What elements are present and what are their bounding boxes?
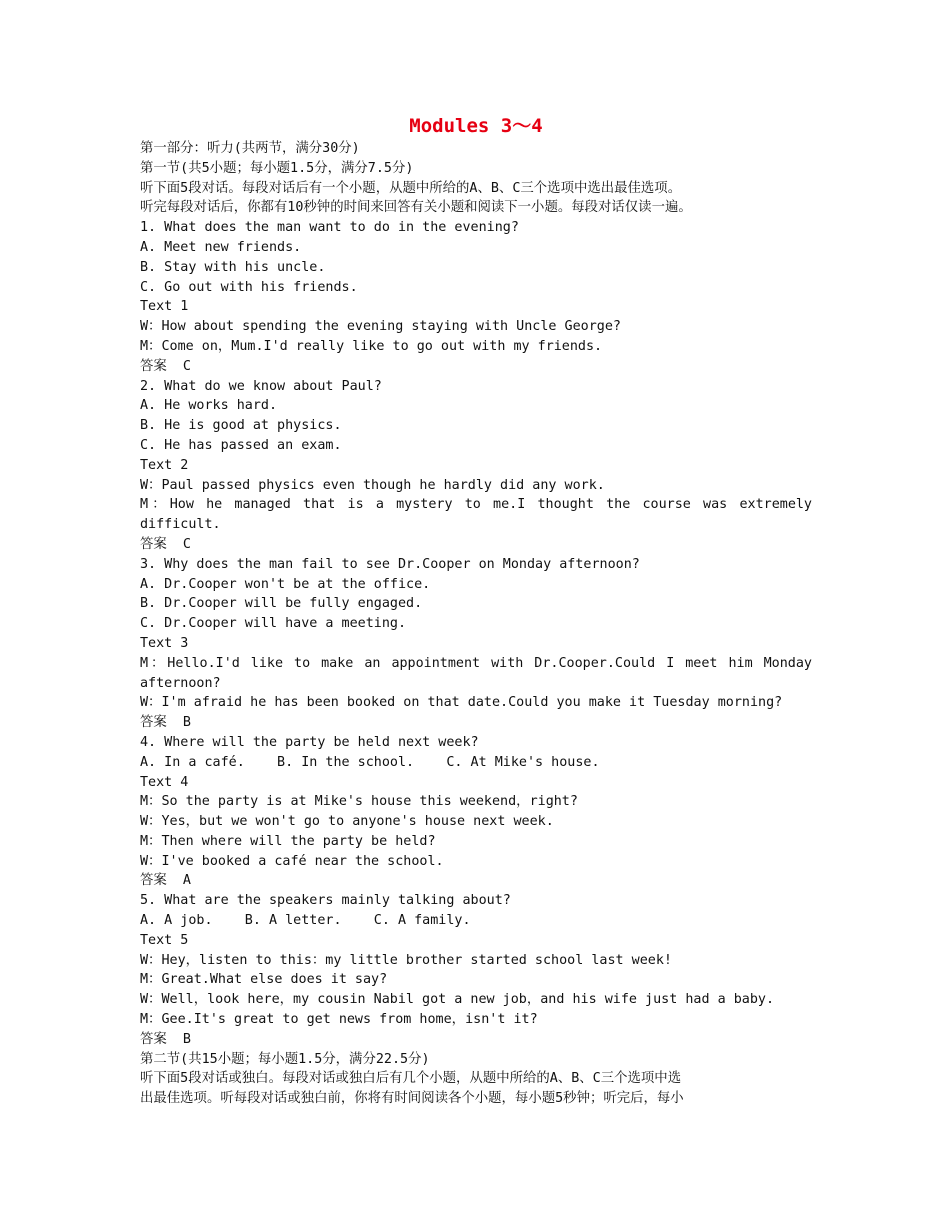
- text-line: 5. What are the speakers mainly talking about?: [140, 893, 511, 909]
- text-line: A. He works hard.: [140, 398, 278, 414]
- text-line: Text 3: [140, 635, 189, 651]
- text-line: 答案 C: [140, 536, 191, 552]
- text-line: W：How about spending the evening staying with Uncle George?: [140, 319, 621, 335]
- text-line: 答案 A: [140, 873, 191, 889]
- text-line: A. Dr.Cooper won't be at the office.: [140, 576, 431, 592]
- text-line: 答案 B: [140, 1031, 191, 1047]
- text-line: A. Meet new friends.: [140, 239, 302, 255]
- text-line: 听下面5段对话。每段对话后有一个小题，从题中所给的A、B、C三个选项中选出最佳选项。: [140, 180, 682, 196]
- text-line: A. In a café. B. In the school. C. At Mike's house.: [140, 754, 600, 770]
- text-line: 答案 C: [140, 358, 191, 374]
- text-line: W：Hey，listen to this：my little brother started school last week!: [140, 952, 672, 968]
- document-page: [140, 113, 812, 1109]
- text-line: 第二节(共15小题；每小题1.5分，满分22.5分): [140, 1051, 430, 1067]
- text-line: Text 1: [140, 299, 189, 315]
- text-line: M：Hello.I'd like to make an appointment with Dr.Cooper.Could I meet him Monday: [140, 655, 812, 671]
- text-line: B. Dr.Cooper will be fully engaged.: [140, 596, 423, 612]
- text-line: C. Go out with his friends.: [140, 279, 358, 295]
- text-line: Text 5: [140, 932, 189, 948]
- text-line: M：Gee.It's great to get news from home，isn't it?: [140, 1012, 538, 1028]
- text-line: Text 4: [140, 774, 189, 790]
- text-line: 1. What does the man want to do in the evening?: [140, 220, 519, 236]
- text-line: 第一部分：听力(共两节，满分30分): [140, 141, 360, 156]
- text-line: M：So the party is at Mike's house this weekend，right?: [140, 794, 578, 810]
- text-line: 第一节(共5小题；每小题1.5分，满分7.5分): [140, 160, 414, 176]
- text-line: C. He has passed an exam.: [140, 437, 342, 453]
- text-line: B. He is good at physics.: [140, 418, 342, 434]
- text-line: M：Great.What else does it say?: [140, 972, 388, 988]
- text-line: 4. Where will the party be held next week?: [140, 734, 479, 750]
- text-line: C. Dr.Cooper will have a meeting.: [140, 616, 407, 632]
- text-line: 答案 B: [140, 715, 191, 731]
- text-line: difficult.: [140, 517, 221, 533]
- text-line: W：Paul passed physics even though he hardly did any work.: [140, 477, 605, 493]
- text-line: 出最佳选项。听每段对话或独白前，你将有时间阅读各个小题，每小题5秒钟；听完后，每小: [140, 1091, 684, 1107]
- page-title: Modules 3～4: [409, 115, 543, 137]
- text-line: M：Come on，Mum.I'd really like to go out with my friends.: [140, 338, 603, 354]
- text-line: B. Stay with his uncle.: [140, 259, 326, 275]
- text-line: 3. Why does the man fail to see Dr.Cooper on Monday afternoon?: [140, 556, 640, 572]
- text-line: 2. What do we know about Paul?: [140, 378, 382, 394]
- text-line: Text 2: [140, 457, 189, 473]
- text-line: W：I've booked a café near the school.: [140, 853, 444, 869]
- text-line: W：I'm afraid he has been booked on that date.Could you make it Tuesday morning?: [140, 695, 783, 711]
- text-line: 听下面5段对话或独白。每段对话或独白后有几个小题，从题中所给的A、B、C三个选项中选: [140, 1071, 682, 1087]
- document-body: [140, 139, 812, 1109]
- text-line: W：Well，look here，my cousin Nabil got a new job，and his wife just had a baby.: [140, 992, 775, 1008]
- text-line: M：How he managed that is a mystery to me.I thought the course was extremely: [140, 497, 812, 513]
- text-line: M：Then where will the party be held?: [140, 833, 436, 849]
- text-line: A. A job. B. A letter. C. A family.: [140, 913, 471, 929]
- text-line: 听完每段对话后，你都有10秒钟的时间来回答有关小题和阅读下一小题。每段对话仅读一遍。: [140, 200, 692, 216]
- text-line: afternoon?: [140, 675, 221, 691]
- text-line: W：Yes，but we won't go to anyone's house next week.: [140, 814, 554, 830]
